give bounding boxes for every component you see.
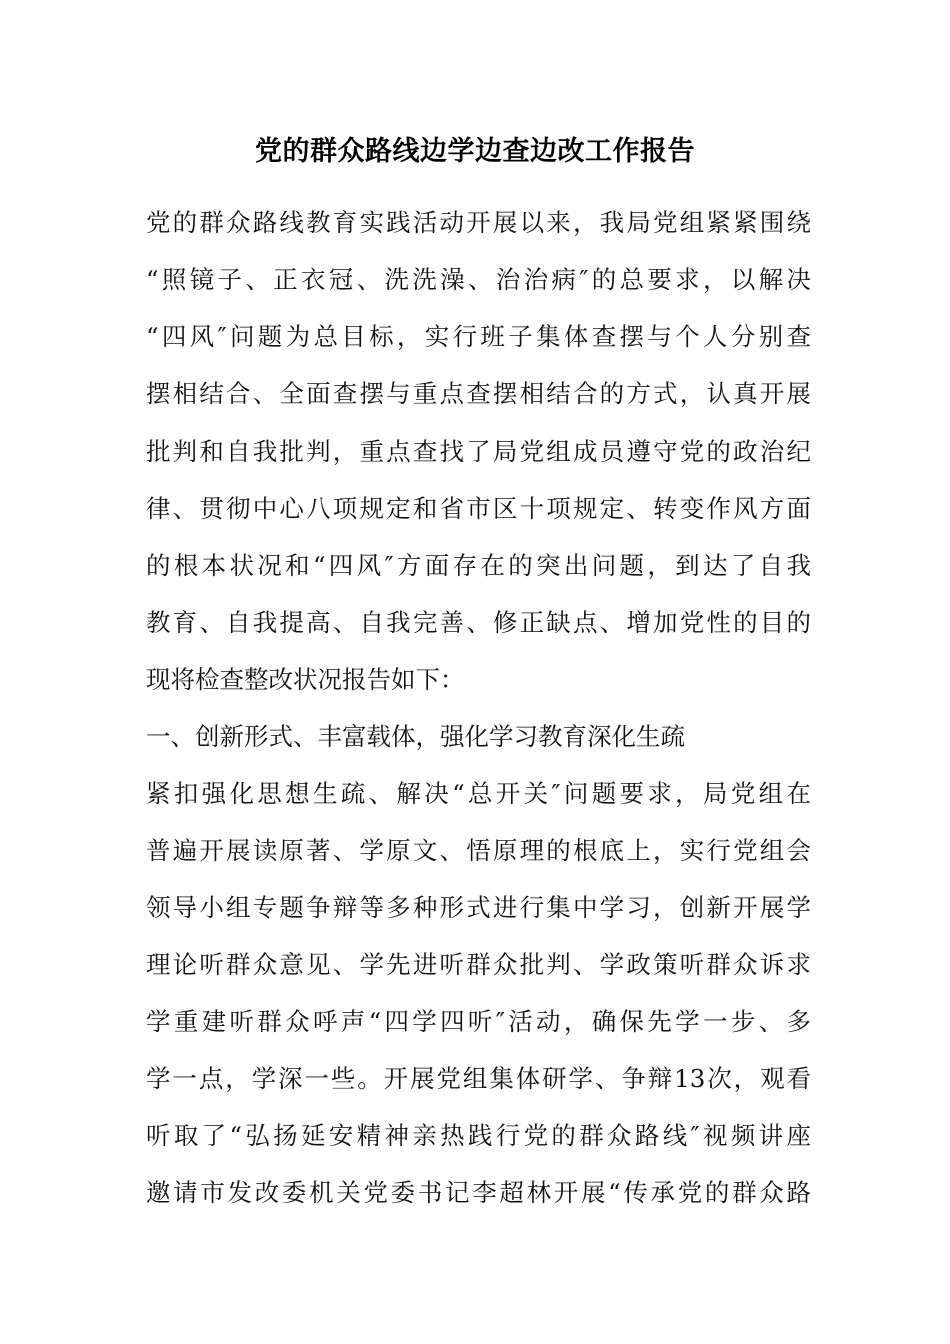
document-title: 党的群众路线边学边查边改工作报告	[255, 136, 695, 167]
paragraph-line: 听取了“弘扬延安精神亲热践行党的群众路线″视频讲座	[146, 1121, 811, 1150]
section-heading: 一、创新形式、丰富载体，强化学习教育深化生疏	[146, 722, 685, 751]
paragraph-line: 理论听群众意见、学先进听群众批判、学政策听群众诉求	[146, 950, 811, 979]
paragraph-line: 领导小组专题争辩等多种形式进行集中学习，创新开展学	[146, 893, 811, 922]
paragraph-line: 党的群众路线教育实践活动开展以来，我局党组紧紧围绕	[146, 208, 811, 237]
paragraph-line: 现将检查整改状况报告如下：	[146, 665, 465, 694]
paragraph-line: 普遍开展读原著、学原文、悟原理的根底上，实行党组会	[146, 836, 811, 865]
paragraph-line: “四风″问题为总目标，实行班子集体查摆与个人分别查	[146, 322, 811, 351]
paragraph-line: 学重建听群众呼声“四学四听″活动，确保先学一步、多	[146, 1007, 811, 1036]
paragraph-line: 教育、自我提高、自我完善、修正缺点、增加党性的目的	[146, 608, 811, 637]
paragraph-line: 紧扣强化思想生疏、解决“总开关″问题要求，局党组在	[146, 779, 811, 808]
paragraph-line: 的根本状况和“四风″方面存在的突出问题，到达了自我	[146, 551, 811, 580]
paragraph-line: 学一点，学深一些。开展党组集体研学、争辩13次，观看	[146, 1064, 811, 1093]
paragraph-line: 摆相结合、全面查摆与重点查摆相结合的方式，认真开展	[146, 379, 811, 408]
paragraph-line: “照镜子、正衣冠、洗洗澡、治治病″的总要求，以解决	[146, 265, 811, 294]
paragraph-line: 律、贯彻中心八项规定和省市区十项规定、转变作风方面	[146, 494, 811, 523]
paragraph-line: 批判和自我批判，重点查找了局党组成员遵守党的政治纪	[146, 437, 811, 466]
paragraph-line: 邀请市发改委机关党委书记李超林开展“传承党的群众路	[146, 1178, 811, 1207]
